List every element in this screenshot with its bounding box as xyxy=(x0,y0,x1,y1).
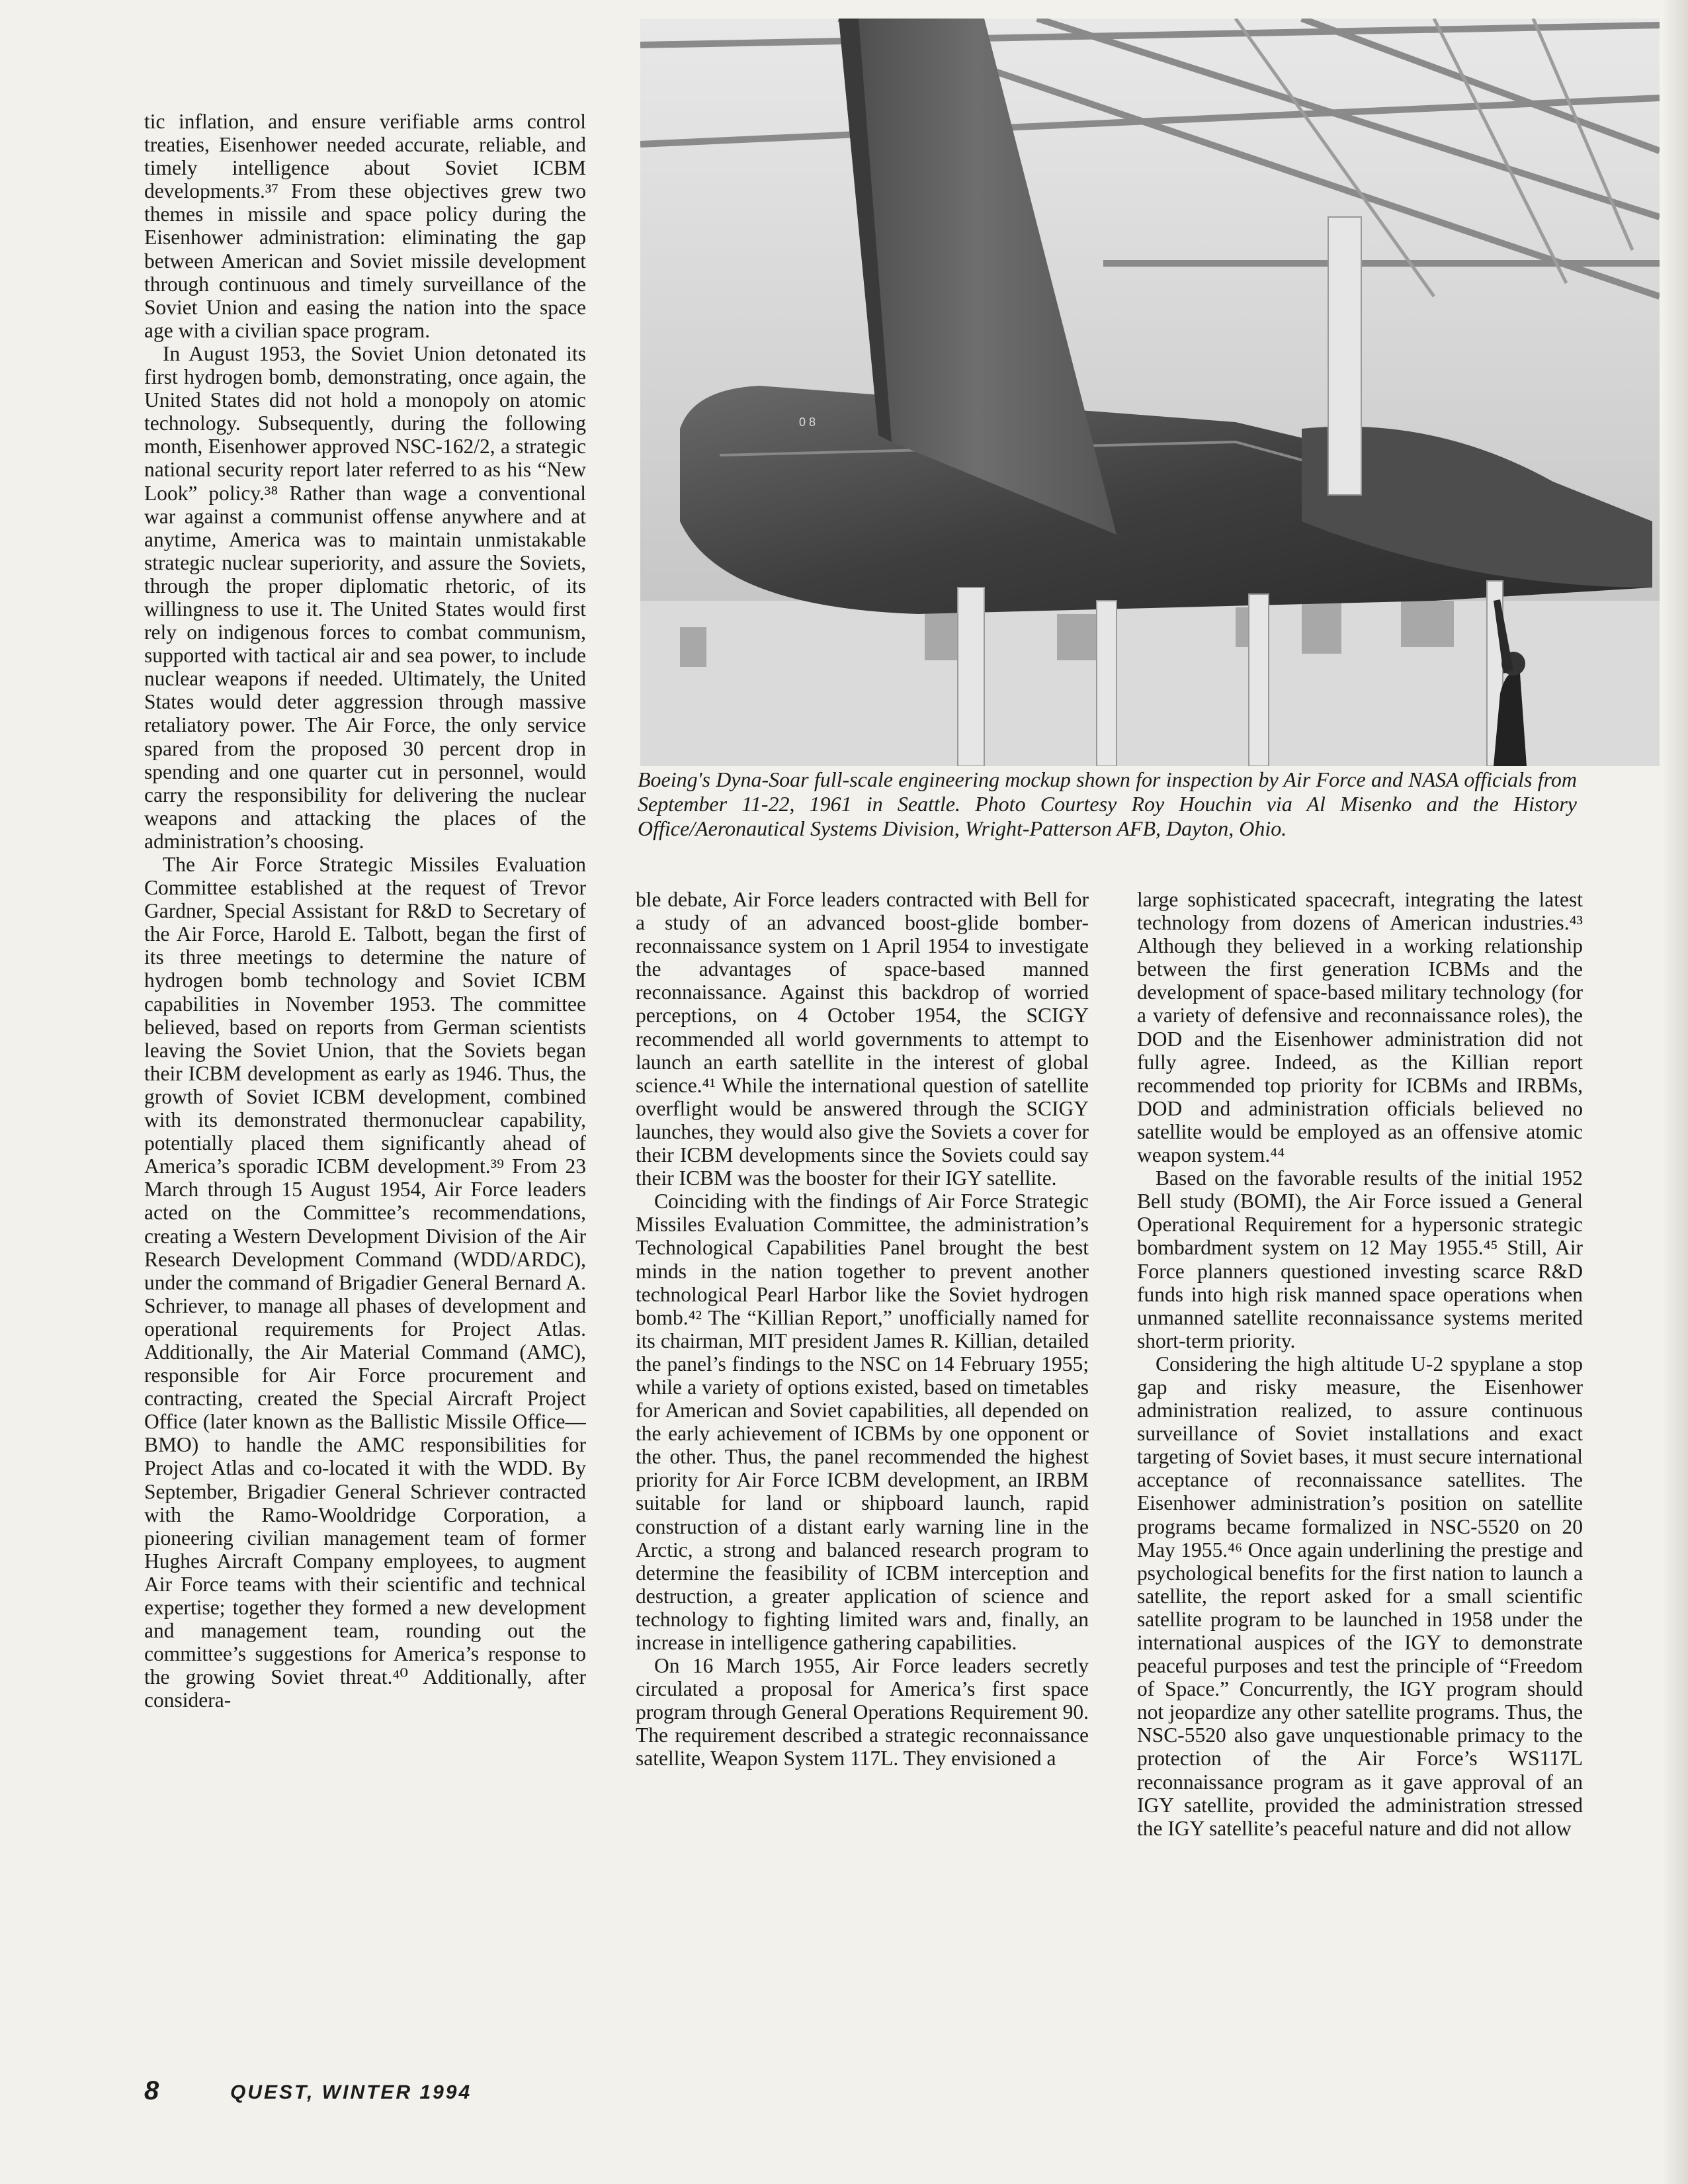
paragraph: Based on the favorable results of the initial 1952 Bell study (BOMI), the Air Force issued a General Operational Requirement for a hypersonic strategic bombardment system on 12 May 1955.⁴⁵ Still, Air Force planners questioned investing scarce R&D funds into high risk manned space operations when unmanned satellite reconnaissance systems merited short-term priority. xyxy=(1137,1166,1583,1352)
page-number: 8 xyxy=(144,2076,159,2105)
text-column-3 xyxy=(1137,888,1583,2052)
paragraph: On 16 March 1955, Air Force leaders secretly circulated a proposal for America’s first space program through General Operations Requirement 90. The requirement described a strategic reconnaissance satellite, Weapon System 117L. They envisioned a xyxy=(636,1654,1089,1770)
page-edge-shadow xyxy=(1662,0,1688,2184)
aircraft-mockup-photo xyxy=(640,19,1660,766)
paragraph: Considering the high altitude U-2 spyplane a stop gap and risky measure, the Eisenhower administration realized, to assure continuous surveillance of Soviet installations and exact targeting of Soviet bases, it must secure international acceptance of reconnaissance satellites. The Eisenhower administration’s position on satellite programs became formalized in NSC-5520 on 20 May 1955.⁴⁶ Once again underlining the prestige and psychological benefits for the first nation to launch a satellite, the report asked for a small scientific satellite program to be launched in 1958 under the international auspices of the IGY to demonstrate peaceful purposes and test the principle of “Freedom of Space.” Concurrently, the IGY program should not jeopardize any other satellite programs. Thus, the NSC-5520 also gave unquestionable primacy to the protection of the Air Force’s WS117L reconnaissance program as it gave approval of an IGY satellite, provided the administration stressed the IGY satellite’s peaceful nature and did not allow xyxy=(1137,1352,1583,1840)
paragraph: Coinciding with the findings of Air Force Strategic Missiles Evaluation Committee, the administration’s Technological Capabilities Panel brought the best minds in the nation together to prevent another technological Pearl Harbor like the Soviet hydrogen bomb.⁴² The “Killian Report,” unofficially named for its chairman, MIT president James R. Killian, detailed the panel’s findings to the NSC on 14 February 1955; while a variety of options existed, based on timetables for American and Soviet capabilities, all depended on the early achievement of ICBMs by one opponent or the other. Thus, the panel recommended the highest priority for Air Force ICBM development, an IRBM suitable for land or shipboard launch, rapid construction of a distant early warning line in the Arctic, a strong and balanced research program to determine the feasibility of ICBM interception and destruction, a greater application of science and technology to fighting limited wars and, finally, an increase in intelligence gathering capabilities. xyxy=(636,1190,1089,1654)
photo-caption: Boeing's Dyna-Soar full-scale engineering mockup shown for inspection by Air Force and NASA officials from September 11-22, 1961 in Seattle. Photo Courtesy Roy Houchin via Al Misenko and the History Office/Aeronautical Systems Division, Wright-Patterson AFB, Dayton, Ohio. xyxy=(638,767,1577,840)
paragraph: tic inflation, and ensure verifiable arms control treaties, Eisenhower needed accurate, reliable, and timely intelligence about Soviet ICBM developments.³⁷ From these objectives grew two themes in missile and space policy during the Eisenhower administration: eliminating the gap between American and Soviet missile development through continuous and timely surveillance of the Soviet Union and easing the nation into the space age with a civilian space program. xyxy=(144,110,586,342)
publication-footer: QUEST, WINTER 1994 xyxy=(230,2081,472,2103)
fuselage-marking: 0 8 xyxy=(799,415,816,429)
paragraph: In August 1953, the Soviet Union detonated its first hydrogen bomb, demonstrating, once again, the United States did not hold a monopoly on atomic technology. Subsequently, during the following month, Eisenhower approved NSC-162/2, a strategic national security report later referred to as his “New Look” policy.³⁸ Rather than wage a conventional war against a communist offense anywhere and at anytime, America was to maintain unmistakable strategic nuclear superiority, and assure the Soviets, through the proper diplomatic rhetoric, of its willingness to use it. The United States would first rely on indigenous forces to combat communism, supported with tactical air and sea power, to include nuclear weapons if needed. Ultimately, the United States would deter aggression through massive retaliatory power. The Air Force, the only service spared from the proposed 30 percent drop in spending and one quarter cut in personnel, would carry the responsibility for delivering the nuclear weapons and attacking the places of the administration’s choosing. xyxy=(144,341,586,853)
paragraph: The Air Force Strategic Missiles Evaluation Committee established at the request of Trevor Gardner, Special Assistant for R&D to Secretary of the Air Force, Harold E. Talbott, began the first of its three meetings to determine the nature of hydrogen bomb technology and Soviet ICBM capabilities in November 1953. The committee believed, based on reports from German scientists leaving the Soviet Union, that the Soviets began their ICBM development as early as 1946. Thus, the growth of Soviet ICBM development, combined with its demonstrated thermonuclear capability, potentially placed them significantly ahead of America’s sporadic ICBM development.³⁹ From 23 March through 15 August 1954, Air Force leaders acted on the Committee’s recommendations, creating a Western Development Division of the Air Research Development Command (WDD/ARDC), under the command of Brigadier General Bernard A. Schriever, to manage all phases of development and operational requirements for Project Atlas. Additionally, the Air Material Command (AMC), responsible for Air Force procurement and contracting, created the Special Aircraft Project Office (later known as the Ballistic Missile Office—BMO) to handle the AMC responsibilities for Project Atlas and co-located it with the WDD. By September, Brigadier General Schriever contracted with the Ramo-Wooldridge Corporation, a pioneering civilian management team of former Hughes Aircraft Company employees, to augment Air Force teams with their scientific and technical expertise; together they formed a new development and management team, rounding out the committee’s suggestions for America’s response to the growing Soviet threat.⁴⁰ Additionally, after considera- xyxy=(144,853,586,1712)
text-column-1 xyxy=(144,110,586,2048)
paragraph: ble debate, Air Force leaders contracted with Bell for a study of an advanced boost-glide bomber-reconnaissance system on 1 April 1954 to investigate the advantages of space-based manned reconnaissance. Against this backdrop of worried perceptions, on 4 October 1954, the SCIGY recommended all world governments to attempt to launch an earth satellite in the interest of global science.⁴¹ While the international question of satellite overflight would be answered through the SCIGY launches, they would also give the Soviets a cover for their ICBM developments since the Soviets could say their ICBM was the booster for their IGY satellite. xyxy=(636,888,1089,1190)
text-column-2 xyxy=(636,888,1089,2052)
paragraph: large sophisticated spacecraft, integrating the latest technology from dozens of American industries.⁴³ Although they believed in a working relationship between the first generation ICBMs and the development of space-based military technology (for a variety of defensive and reconnaissance roles), the DOD and the Eisenhower administration did not fully agree. Indeed, as the Killian report recommended top priority for ICBMs and IRBMs, DOD and administration officials believed no satellite would be employed as an offensive atomic weapon system.⁴⁴ xyxy=(1137,888,1583,1167)
